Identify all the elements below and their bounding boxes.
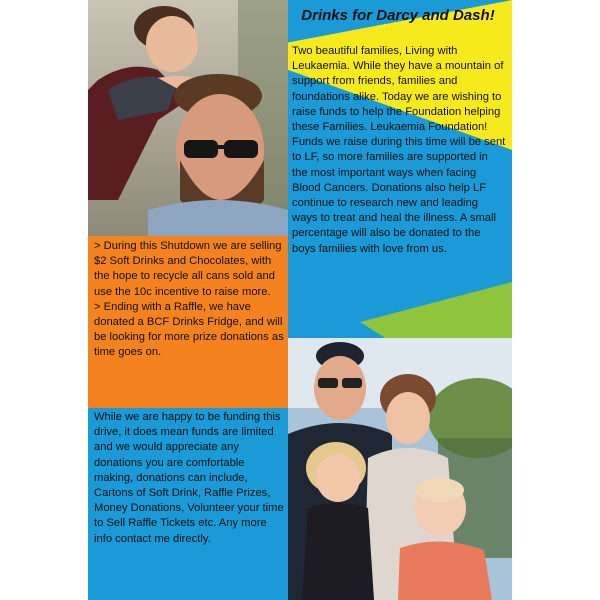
family-photo	[288, 338, 512, 600]
donation-request-paragraph: While we are happy to be funding this drive, it does mean funds are limited and we would appreciate any donations you are comfortable making, donations can include, Cartons of Soft Drink, Raffle Prizes, Money Donations, Volunteer your time to Sell Raffle Tickets etc. Any more info contact me directly.	[94, 411, 284, 545]
shutdown-sales-point: > During this Shutdown we are selling $2 Soft Drinks and Chocolates, with the hope to recycle all cans sold and use the 10c incentive to raise more.	[94, 240, 282, 298]
orange-panel-text	[94, 239, 284, 361]
raffle-point: > Ending with a Raffle, we have donated a BCF Drinks Fridge, and will be looking for more prize donations as time goes on.	[94, 300, 284, 359]
intro-paragraph: Two beautiful families, Living with Leukaemia. While they have a mountain of support from friends, families and foundations alike. Today we are wishing to raise funds to help the Foundation helping these Families. Leukaemia Foundation! Funds we raise during this time will be sent to LF, so more families are supported in the most important ways when facing Blood Cancers. Donations also help LF continue to research new and leading ways to treat and heal the illness. A small percentage will also be donated to the boys families with love from us.	[292, 45, 506, 255]
father-and-son-photo	[88, 0, 288, 236]
fundraiser-flyer	[88, 0, 512, 600]
flyer-title: Drinks for Darcy and Dash!	[301, 7, 495, 24]
